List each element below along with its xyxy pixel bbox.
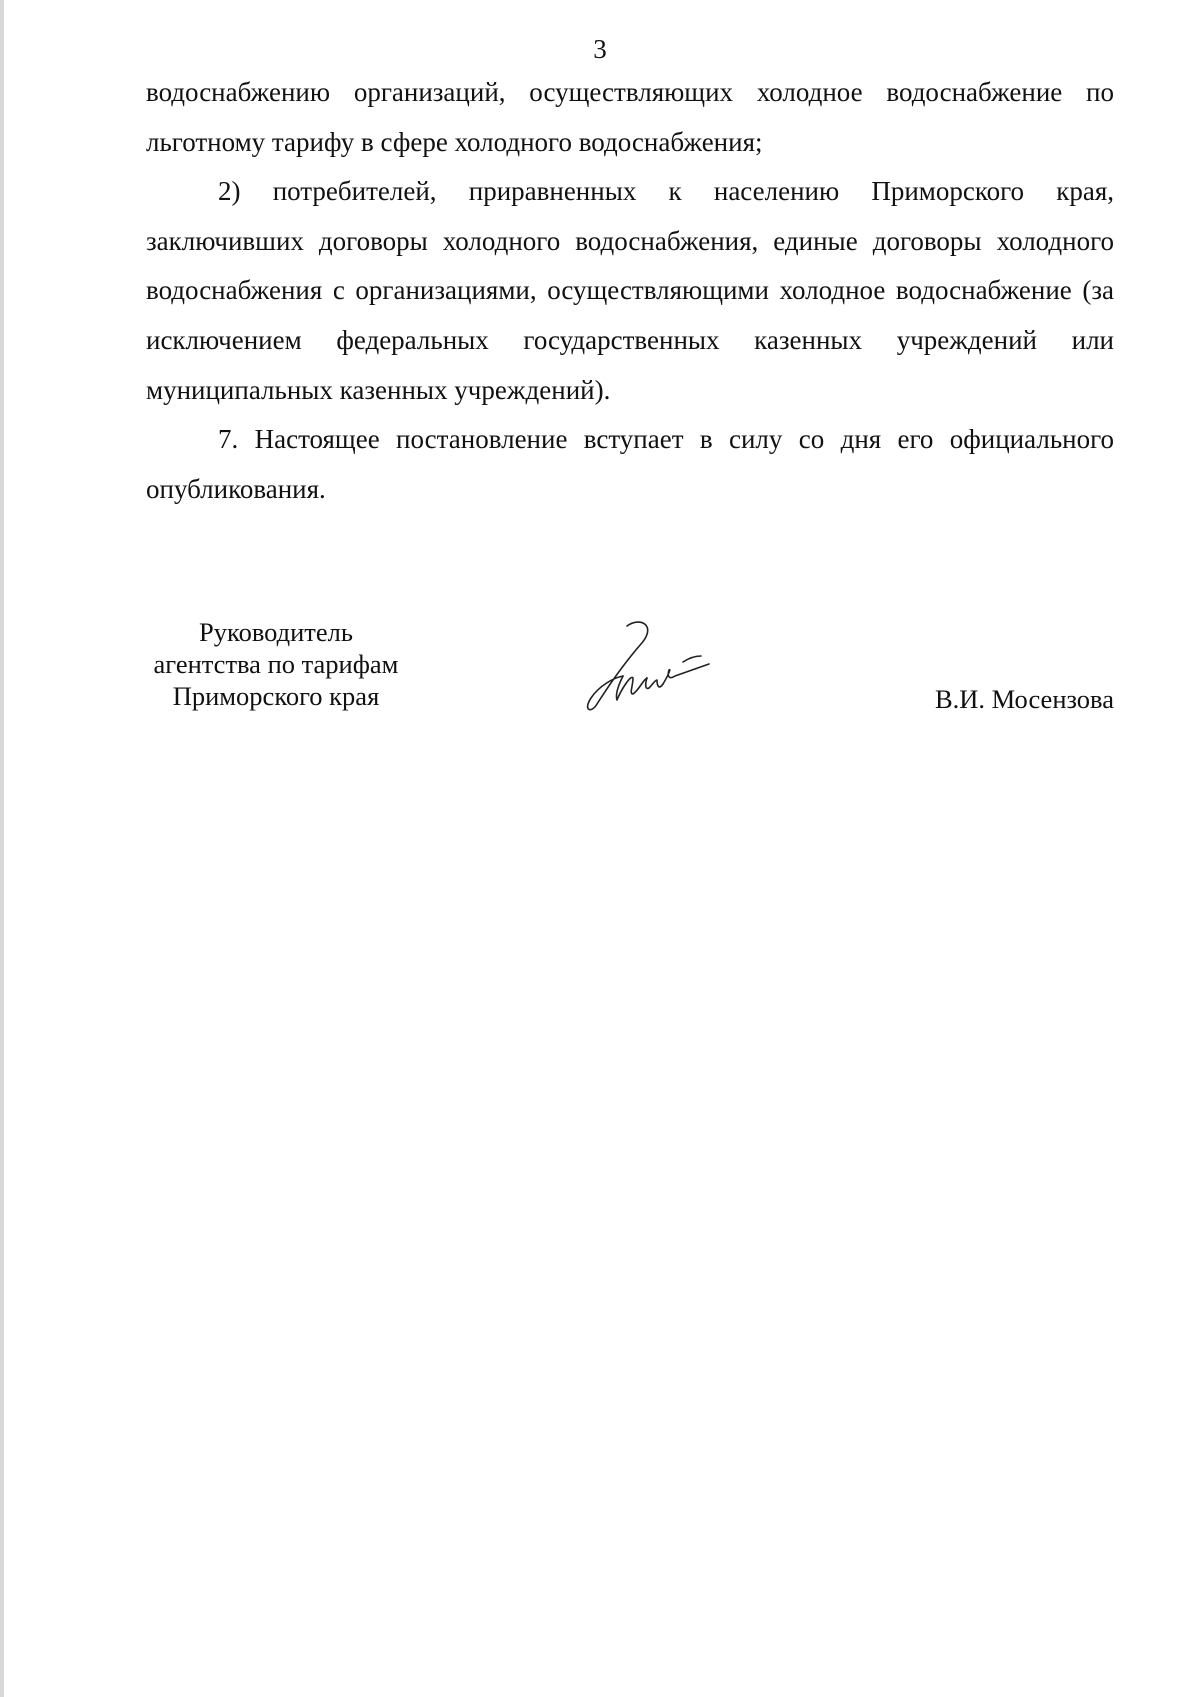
paragraph-item-2: 2) потребителей, приравненных к населению Приморского края, заключивших договоры холодного водоснабжения, единые договоры холодного водоснабжения с организациями, осуществляющими холодное водоснабжение (за исключением федеральных государственных казенных учреждений или муниципальных казенных учреждений). xyxy=(146,176,1114,405)
signatory-name: В.И. Мосензова xyxy=(934,684,1114,714)
page-number: 3 xyxy=(593,34,607,64)
handwritten-signature xyxy=(583,618,713,718)
signatory-position-line: Приморского края xyxy=(172,681,380,711)
document-body xyxy=(146,68,1114,514)
signatory-position xyxy=(130,616,422,712)
paragraph-clause-7: 7. Настоящее постановление вступает в силу со дня его официального опубликования. xyxy=(146,424,1114,504)
signatory-position-line: Руководитель xyxy=(199,617,353,647)
paragraph-continuation: водоснабжению организаций, осуществляющих холодное водоснабжение по льготному тарифу в сфере холодного водоснабжения; xyxy=(146,77,1114,157)
signatory-position-line: агентства по тарифам xyxy=(153,649,399,679)
scan-left-edge xyxy=(0,0,4,1697)
